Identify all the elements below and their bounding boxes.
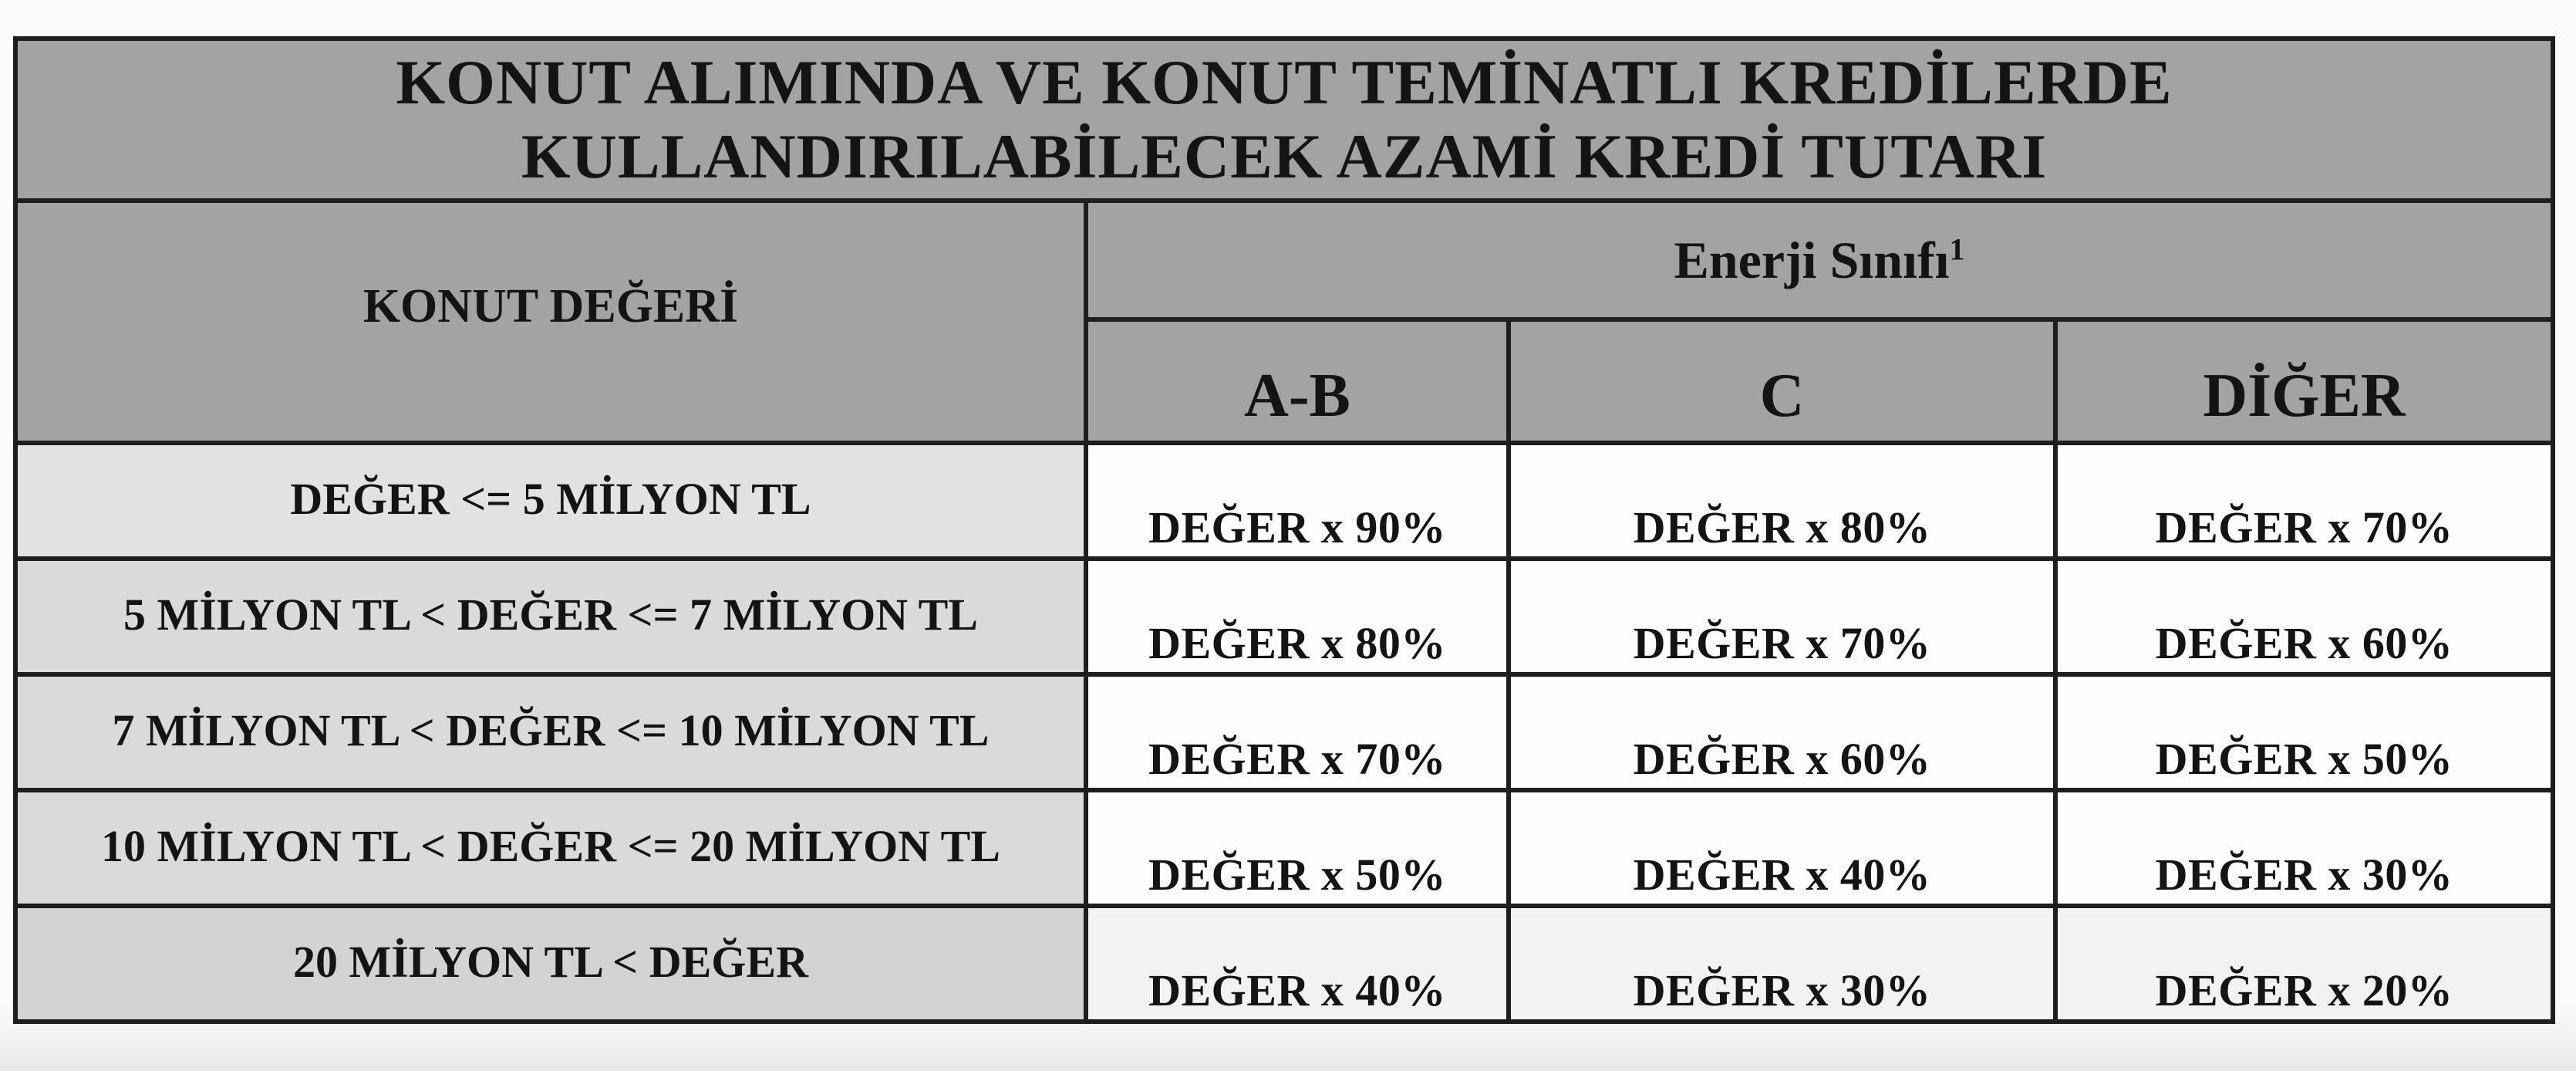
row-label: 10 MİLYON TL < DEĞER <= 20 MİLYON TL: [15, 790, 1086, 906]
table-row: [15, 790, 2553, 906]
row-label: 7 MİLYON TL < DEĞER <= 10 MİLYON TL: [15, 674, 1086, 790]
value-cell-diger: DEĞER x 30%: [2055, 790, 2553, 906]
value-cell-c: DEĞER x 60%: [1509, 674, 2055, 790]
table-row: [15, 906, 2553, 1022]
value-cell-ab: DEĞER x 40%: [1086, 906, 1509, 1022]
value-cell-c: DEĞER x 40%: [1509, 790, 2055, 906]
header-row-1: [15, 201, 2553, 319]
value-cell-ab: DEĞER x 50%: [1086, 790, 1509, 906]
enerji-sinifi-label: Enerji Sınıfı: [1674, 230, 1950, 289]
value-cell-diger: DEĞER x 50%: [2055, 674, 2553, 790]
value-cell-c: DEĞER x 70%: [1509, 559, 2055, 674]
value-cell-ab: DEĞER x 90%: [1086, 443, 1509, 559]
value-cell-ab: DEĞER x 80%: [1086, 559, 1509, 674]
table-title-line-2: KULLANDIRILABİLECEK AZAMİ KREDİ TUTARI: [521, 121, 2048, 191]
konut-degeri-header-label: KONUT DEĞERİ: [362, 279, 739, 333]
table-title: [15, 39, 2553, 201]
class-header-ab: A-B: [1086, 319, 1509, 443]
konut-degeri-header: [15, 201, 1086, 443]
value-cell-c: DEĞER x 30%: [1509, 906, 2055, 1022]
value-cell-c: DEĞER x 80%: [1509, 443, 2055, 559]
row-label: DEĞER <= 5 MİLYON TL: [15, 443, 1086, 559]
table-row: [15, 559, 2553, 674]
enerji-sinifi-footnote-marker: 1: [1949, 231, 1965, 266]
value-cell-diger: DEĞER x 60%: [2055, 559, 2553, 674]
value-cell-diger: DEĞER x 20%: [2055, 906, 2553, 1022]
row-label: 20 MİLYON TL < DEĞER: [15, 906, 1086, 1022]
value-cell-ab: DEĞER x 70%: [1086, 674, 1509, 790]
value-cell-diger: DEĞER x 70%: [2055, 443, 2553, 559]
table-row: [15, 443, 2553, 559]
table-title-line-1: KONUT ALIMINDA VE KONUT TEMİNATLI KREDİLERDE: [396, 47, 2173, 117]
row-label: 5 MİLYON TL < DEĞER <= 7 MİLYON TL: [15, 559, 1086, 674]
class-header-diger: DİĞER: [2055, 319, 2553, 443]
title-row: [15, 39, 2553, 201]
enerji-sinifi-header: [1086, 201, 2553, 319]
class-header-c: C: [1509, 319, 2055, 443]
max-loan-table: [13, 36, 2555, 1024]
table-row: [15, 674, 2553, 790]
